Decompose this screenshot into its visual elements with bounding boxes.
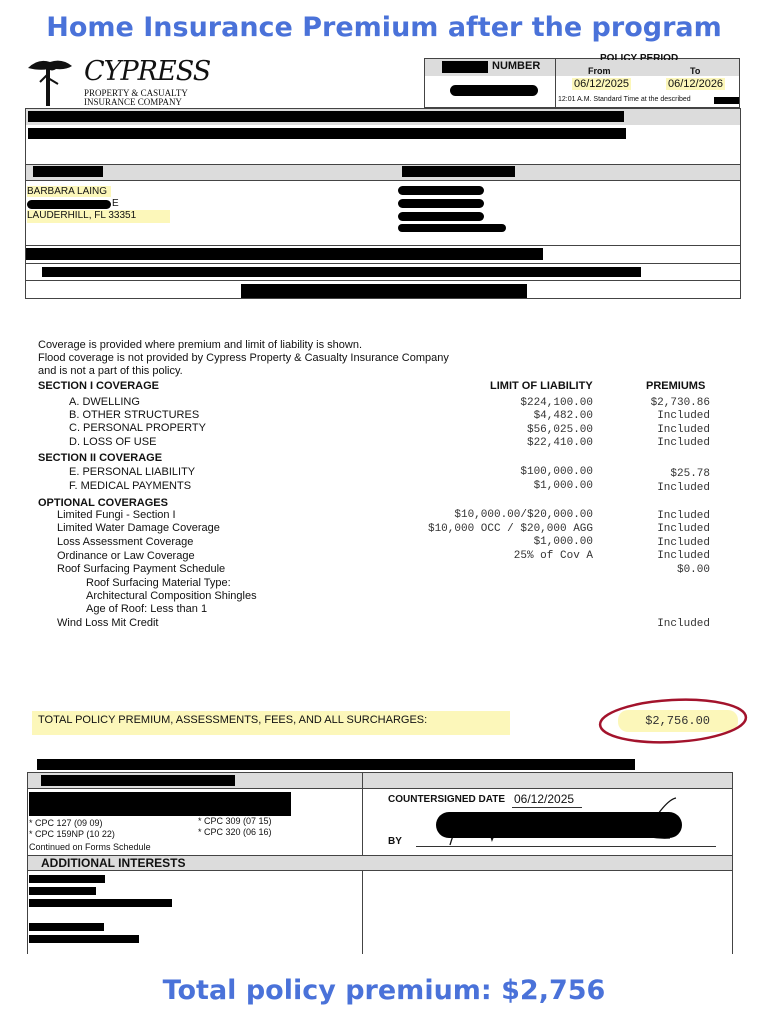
coverage-premium: Included [657, 410, 710, 422]
coverage-label: Ordinance or Law Coverage [57, 550, 195, 562]
premiums-column-header: PREMIUMS [646, 380, 706, 392]
company-line1: PROPERTY & CASUALTY [84, 88, 188, 98]
page-headline: Home Insurance Premium after the program [46, 12, 722, 43]
redaction [398, 224, 506, 232]
coverage-limit: $10,000.00/$20,000.00 [454, 509, 593, 521]
page-footer-headline: Total policy premium: $2,756 [162, 975, 606, 1006]
coverage-premium: $2,730.86 [650, 397, 710, 409]
total-circle-annotation [596, 696, 750, 746]
coverage-note-2: Flood coverage is not provided by Cypress Property & Casualty Insurance Company [38, 352, 449, 364]
coverage-note-3: and is not a part of this policy. [38, 365, 183, 377]
coverage-label: Loss Assessment Coverage [57, 536, 194, 548]
signature-redaction [436, 812, 682, 838]
coverage-premium: Included [657, 523, 710, 535]
coverage-label: Limited Fungi - Section I [57, 509, 176, 521]
number-label: NUMBER [492, 60, 541, 72]
coverage-limit: 25% of Cov A [513, 550, 593, 562]
wind-credit-label: Wind Loss Mit Credit [57, 617, 159, 629]
redaction [28, 128, 626, 139]
redaction [29, 923, 104, 931]
coverage-premium: Included [657, 550, 710, 562]
coverage-label: B. OTHER STRUCTURES [69, 409, 200, 421]
redaction [398, 186, 484, 195]
limit-column-header: LIMIT OF LIABILITY [490, 380, 593, 392]
insured-city: LAUDERHILL, FL 33351 [27, 210, 170, 223]
redaction [27, 200, 111, 209]
redaction [33, 166, 103, 177]
redaction [714, 97, 739, 104]
coverage-limit: $56,025.00 [526, 424, 593, 436]
to-label: To [690, 66, 701, 76]
countersigned-label: COUNTERSIGNED DATE [388, 794, 506, 805]
coverage-label: C. PERSONAL PROPERTY [69, 422, 206, 434]
coverage-limit: $100,000.00 [520, 466, 593, 478]
redaction [402, 166, 515, 177]
redaction [398, 212, 484, 221]
coverage-premium: $0.00 [676, 564, 710, 576]
redaction [29, 935, 139, 943]
coverage-label: D. LOSS OF USE [69, 436, 157, 448]
redaction [398, 199, 484, 208]
form-code: * CPC 159NP (10 22) [29, 829, 115, 839]
optional-title: OPTIONAL COVERAGES [38, 497, 168, 509]
redaction [29, 792, 291, 816]
total-value: $2,756.00 [645, 714, 710, 728]
form-code: * CPC 127 (09 09) [29, 818, 103, 828]
redaction [29, 875, 105, 883]
wind-credit-premium: Included [657, 618, 710, 630]
forms-continued: Continued on Forms Schedule [29, 842, 151, 852]
redaction [442, 61, 488, 73]
coverage-limit: $224,100.00 [520, 397, 593, 409]
coverage-label: F. MEDICAL PAYMENTS [69, 480, 192, 492]
to-date: 06/12/2026 [668, 78, 724, 90]
coverage-limit: $1,000.00 [533, 480, 593, 492]
coverage-label: Roof Surfacing Payment Schedule [57, 563, 226, 575]
coverage-label: E. PERSONAL LIABILITY [69, 466, 196, 478]
time-note: 12:01 A.M. Standard Time at the described [558, 96, 691, 103]
coverage-premium: Included [657, 510, 710, 522]
coverage-limit: $1,000.00 [533, 536, 593, 548]
coverage-limit: $22,410.00 [526, 437, 593, 449]
redaction [29, 887, 96, 895]
redaction [42, 267, 641, 277]
coverage-premium: Included [657, 424, 710, 436]
roof-type-label: Roof Surfacing Material Type: [86, 577, 231, 589]
company-line2: INSURANCE COMPANY [84, 97, 182, 107]
insured-street-suffix: E [112, 198, 119, 209]
form-code: * CPC 309 (07 15) [198, 816, 272, 826]
roof-age: Age of Roof: Less than 1 [86, 603, 208, 615]
coverage-note-1: Coverage is provided where premium and limit of liability is shown. [38, 339, 363, 351]
coverage-label: Limited Water Damage Coverage [57, 522, 220, 534]
insured-name: BARBARA LAING [27, 186, 111, 197]
additional-interests-title: ADDITIONAL INTERESTS [41, 856, 186, 870]
roof-type-value: Architectural Composition Shingles [86, 590, 257, 602]
coverage-premium: Included [657, 537, 710, 549]
by-label: BY [388, 836, 402, 847]
coverage-limit: $10,000 OCC / $20,000 AGG [427, 523, 593, 535]
company-logo-text: CYPRESS [84, 56, 211, 87]
redaction [28, 111, 624, 122]
section1-title: SECTION I COVERAGE [38, 380, 160, 392]
form-code: * CPC 320 (06 16) [198, 827, 272, 837]
coverage-premium: $25.78 [670, 468, 710, 480]
redaction [37, 759, 635, 770]
period-label: POLICY PERIOD [600, 53, 679, 60]
countersigned-date: 06/12/2025 [514, 792, 575, 806]
redaction [450, 85, 538, 96]
coverage-limit: $4,482.00 [533, 410, 593, 422]
redaction [26, 248, 543, 260]
section2-title: SECTION II COVERAGE [38, 452, 163, 464]
total-label: TOTAL POLICY PREMIUM, ASSESSMENTS, FEES, AND ALL SURCHARGES: [38, 714, 428, 726]
period-header [556, 59, 739, 76]
redaction [241, 284, 527, 298]
redaction [41, 775, 235, 786]
redaction [29, 899, 172, 907]
cypress-tree-icon [26, 56, 74, 108]
coverage-label: A. DWELLING [69, 396, 140, 408]
coverage-premium: Included [657, 437, 710, 449]
coverage-premium: Included [657, 482, 710, 494]
from-label: From [588, 66, 611, 76]
from-date: 06/12/2025 [574, 78, 630, 90]
